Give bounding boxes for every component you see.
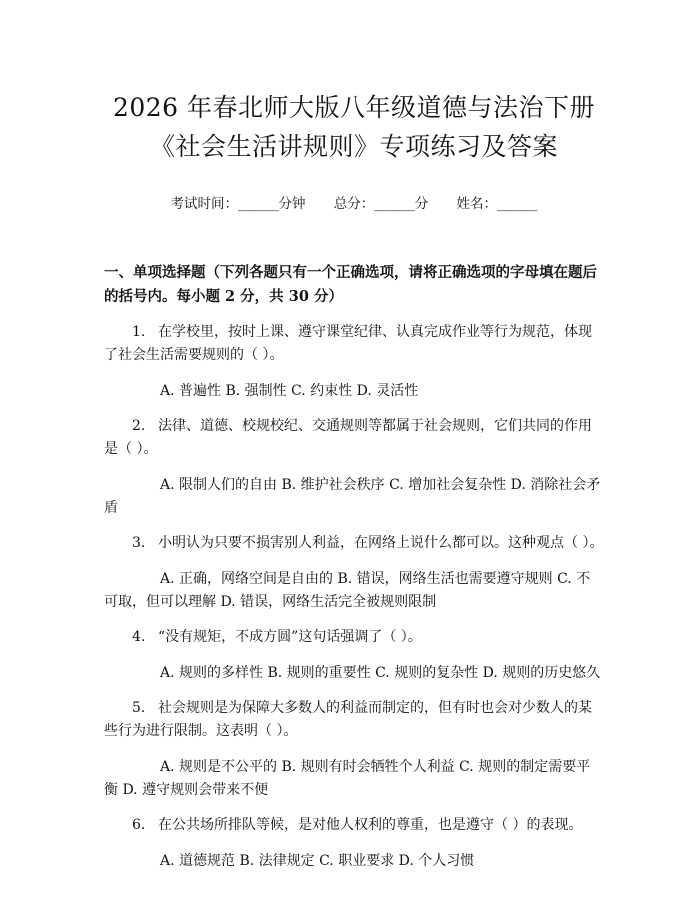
question-text: 社会规则是为保障大多数人的利益而制定的，但有时也会对少数人的某些行为进行限制。这表明（ ）。 xyxy=(104,700,592,739)
question-number: 2. xyxy=(132,418,146,434)
question-6 xyxy=(104,814,604,837)
question-5 xyxy=(104,697,604,743)
question-5-options: A. 规则是不公平的 B. 规则有时会牺牲个人利益 C. 规则的制定需要平衡 D. 遵守规则会带来不便 xyxy=(104,759,591,798)
question-6-options: A. 道德规范 B. 法律规定 C. 职业要求 D. 个人习惯 xyxy=(160,853,475,869)
exam-time: 考试时间：______分钟 xyxy=(170,196,306,212)
question-3-options: A. 正确，网络空间是自由的 B. 错误，网络生活也需要遵守规则 C. 不可取，但可以理解 D. 错误，网络生活完全被规则限制 xyxy=(104,571,591,610)
title-line-2: 《社会生活讲规则》专项练习及答案 xyxy=(149,132,558,161)
exam-info xyxy=(104,194,604,214)
question-number: 6. xyxy=(132,817,146,833)
exam-score: 总分：______分 xyxy=(333,196,429,212)
question-3 xyxy=(104,532,604,555)
question-number: 3. xyxy=(132,535,146,551)
question-2-options: A. 限制人们的自由 B. 维护社会秩序 C. 增加社会复杂性 D. 消除社会矛盾 xyxy=(104,477,601,516)
question-4-options: A. 规则的多样性 B. 规则的重要性 C. 规则的复杂性 D. 规则的历史悠久 xyxy=(160,665,601,681)
question-1-options: A. 普遍性 B. 强制性 C. 约束性 D. 灵活性 xyxy=(160,383,419,399)
question-2 xyxy=(104,415,604,461)
question-1 xyxy=(104,321,604,367)
document-title xyxy=(104,88,604,166)
question-text: 小明认为只要不损害别人利益，在网络上说什么都可以。这种观点（ ）。 xyxy=(158,535,604,551)
title-line-1: 2026 年春北师大版八年级道德与法治下册 xyxy=(112,93,596,122)
section-heading: 一、单项选择题（下列各题只有一个正确选项，请将正确选项的字母填在题后的括号内。每小题 2 分，共 30 分） xyxy=(104,264,597,305)
question-number: 5. xyxy=(132,700,146,716)
question-text: 在学校里，按时上课、遵守课堂纪律、认真完成作业等行为规范，体现了社会生活需要规则的（ ）。 xyxy=(104,324,592,363)
question-number: 4. xyxy=(132,629,146,645)
student-name: 姓名：______ xyxy=(456,196,538,212)
question-text: 在公共场所排队等候，是对他人权利的尊重，也是遵守（ ）的表现。 xyxy=(158,817,583,833)
question-text: “没有规矩，不成方圆”这句话强调了（ ）。 xyxy=(158,629,422,645)
question-4 xyxy=(104,626,604,649)
question-text: 法律、道德、校规校纪、交通规则等都属于社会规则，它们共同的作用是（ ）。 xyxy=(104,418,592,457)
question-number: 1. xyxy=(132,324,146,340)
